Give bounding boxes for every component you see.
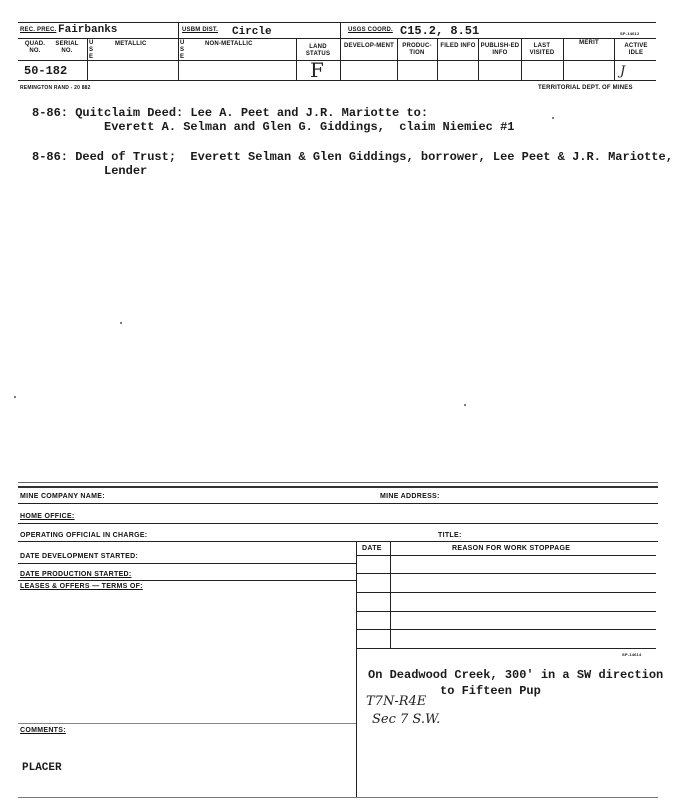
use2-label: U S E [180,40,185,60]
rule [18,541,658,542]
table-row-rule [356,648,656,649]
header-mid-rule [18,38,656,39]
speck [552,117,554,119]
header-bottom-rule [18,80,656,81]
rule [18,523,658,524]
header-divider [614,38,615,80]
table-row-rule [356,611,656,612]
reason-col-label: REASON FOR WORK STOPPAGE [452,545,571,552]
entry-line: Lender [32,164,148,178]
speck [464,404,466,406]
rec-prec-value: Fairbanks [58,24,118,36]
speck [120,322,122,324]
header-low-rule [18,60,656,61]
land-status-value: F [310,58,324,82]
table-date-divider [390,541,391,649]
header-divider [87,38,88,80]
bottom-rule [18,797,658,798]
location-note-line2: to Fifteen Pup [440,684,541,698]
header-top-rule [18,22,656,23]
date-production-label: DATE PRODUCTION STARTED: [20,571,132,578]
date-development-label: DATE DEVELOPMENT STARTED: [20,553,139,560]
metallic-label: METALLIC [115,41,147,47]
serial-no-label: SERIAL NO. [55,41,79,54]
usbm-dist-label: USBM DIST. [182,27,219,33]
merit-label: MERIT [579,40,599,46]
rule [18,580,356,581]
header-divider [521,38,522,80]
header-divider [437,38,438,80]
filed-info-label: FILED INFO [440,43,476,49]
active-idle-label: ACTIVE IDLE [624,43,648,56]
table-row-rule [356,555,656,556]
nonmetallic-label: NON-METALLIC [205,41,253,47]
leases-label: LEASES & OFFERS — TERMS OF: [20,583,143,590]
usgs-coord-label: USGS COORD. [348,27,393,33]
territorial-dept: TERRITORIAL DEPT. OF MINES [538,85,633,91]
lower-top-rule-2 [18,486,658,488]
form-number: SP-14612 [620,31,640,36]
published-info-label: PUBLISH-ED INFO [480,43,520,56]
rule [18,563,356,564]
quad-no-label: QUAD. NO. [24,41,46,54]
remington-stamp: REMINGTON RAND - 20 882 [20,85,91,91]
usgs-coord-value: C15.2, 8.51 [400,24,480,38]
home-office-label: HOME OFFICE: [20,513,75,520]
entry [32,106,514,134]
mine-address-label: MINE ADDRESS: [380,493,440,500]
use-label: U S E [89,40,94,60]
table-row-rule [356,629,656,630]
mine-company-label: MINE COMPANY NAME: [20,493,105,500]
comments-label: COMMENTS: [20,727,66,734]
rule [18,503,658,504]
operating-official-label: OPERATING OFFICIAL IN CHARGE: [20,532,148,539]
header-divider [340,22,341,80]
usbm-dist-value: Circle [232,26,272,38]
land-status-label: LAND STATUS [305,44,331,57]
entry-line: 8-86: Deed of Trust; Everett Selman & Glen Giddings, borrower, Lee Peet & J.R. Mariotte, [32,150,673,164]
section-handwritten: Sec 7 S.W. [372,712,441,727]
header-divider [178,22,179,80]
entry-line: Everett A. Selman and Glen G. Giddings, claim Niemiec #1 [32,120,515,134]
header-divider [563,38,564,80]
date-col-label: DATE [362,545,382,552]
header-divider [478,38,479,80]
header-divider [296,38,297,80]
placer-label: PLACER [22,762,62,774]
entry [32,150,673,178]
form-number-2: SP-14614 [622,652,642,657]
speck [14,396,16,398]
table-left-border [356,541,357,797]
header-divider [397,38,398,80]
production-label: PRODUC-TION [402,43,432,56]
lower-top-rule [18,482,658,483]
development-label: DEVELOP-MENT [343,43,395,49]
last-visited-label: LAST VISITED [529,43,555,56]
township-handwritten: T7N-R4E [366,694,427,709]
serial-value: 50-182 [24,64,68,78]
active-idle-value: J [620,64,626,79]
rule [18,723,356,724]
location-note-line1: On Deadwood Creek, 300' in a SW direction [368,668,664,682]
entry-line: 8-86: Quitclaim Deed: Lee A. Peet and J.R. Mariotte to: [32,106,429,120]
title-label: TITLE: [438,532,462,539]
rec-prec-label: REC. PREC. [20,27,57,33]
table-row-rule [356,592,656,593]
table-row-rule [356,573,656,574]
